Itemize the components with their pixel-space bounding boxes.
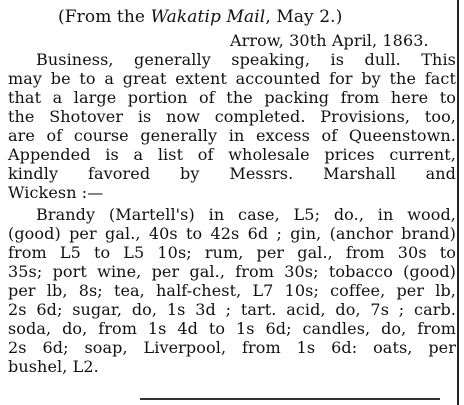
source-prefix: (From the [58,7,151,27]
paragraph2-line-7: soda, do, from 1s 4d to 1s 6d; candles, do, from [8,319,456,338]
paragraph2-line-9: bushel, L2. [8,357,99,376]
paragraph1-line-1: Business, generally speaking, is dull. This [36,50,456,69]
paragraph1-line-2: may be to a great extent accounted for by the fact [8,69,456,88]
paragraph1-line-8: Wickesn :— [8,183,104,202]
column-edge-rule [457,0,459,405]
source-header [58,8,342,26]
paragraph2-line-5: per lb, 8s; tea, half-chest, L7 10s; coffee, per lb, [8,281,456,300]
paragraph2-line-4: 35s; port wine, per gal., from 30s; tobacco (good) [8,262,456,281]
paragraph1-line-6: Appended is a list of wholesale prices current, [8,145,456,164]
paragraph2-line-1: Brandy (Martell's) in case, L5; do., in wood, [36,205,456,224]
paragraph2-line-2: (good) per gal., 40s to 42s 6d ; gin, (anchor brand) [8,224,456,243]
source-paper-name: Wakatip Mail [150,7,266,27]
paragraph2-line-6: 2s 6d; sugar, do, 1s 3d ; tart. acid, do, 7s ; carb. [8,300,456,319]
section-divider-rule [140,398,440,400]
paragraph1-line-4: the Shotover is now completed. Provisions, too, [8,107,456,126]
paragraph1-line-3: that a large portion of the packing from here to [8,88,456,107]
dateline: Arrow, 30th April, 1863. [230,31,429,50]
source-suffix: , May 2.) [265,7,343,27]
paragraph2-line-8: 2s 6d; soap, Liverpool, from 1s 6d: oats, per [8,338,456,357]
paragraph1-line-5: are of course generally in excess of Queenstown. [8,126,456,145]
paragraph2-line-3: from L5 to L5 10s; rum, per gal., from 30s to [8,243,456,262]
paragraph1-line-7: kindly favored by Messrs. Marshall and [8,164,456,183]
